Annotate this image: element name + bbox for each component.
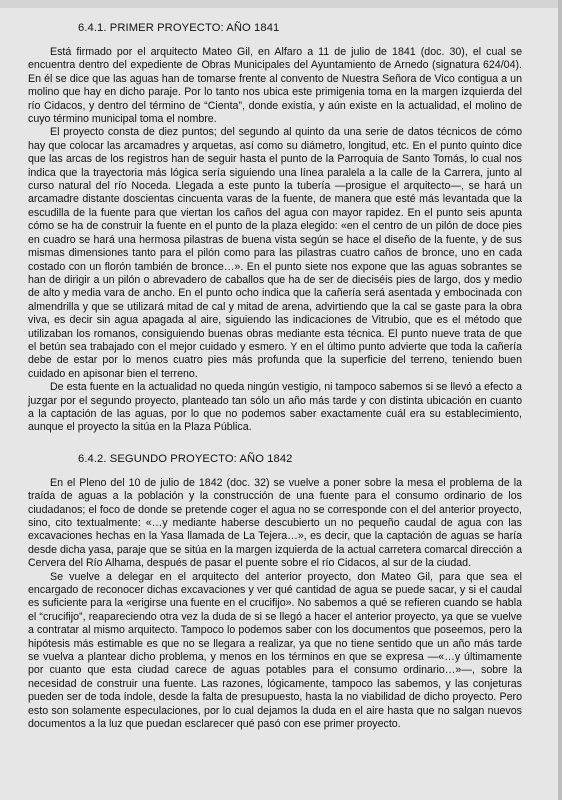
section-segundo-proyecto (28, 453, 522, 732)
page-top-edge (0, 0, 562, 8)
section-heading: 6.4.2. SEGUNDO PROYECTO: AÑO 1842 (78, 452, 293, 465)
document-page (28, 22, 522, 800)
paragraph: Está firmado por el arquitecto Mateo Gil, en Alfaro a 11 de julio de 1841 (doc. 30), el cual se encuentra dentro del expediente de Obras Municipales del Ayuntamiento de Arnedo (signatura 624/04). En él se dice que las aguas han de tomarse frente al convento de Nuestra Señora de Vico contigua a un molino que hay en dicho paraje. Por lo tanto nos ubica este primigenia toma en la margen izquierda del río Cidacos, y dentro del término de “Cienta”, donde existía, y aún existe en la actualidad, el molino de cuyo término municipal toma el nombre. (28, 46, 522, 126)
section-spacer (28, 435, 522, 453)
page-right-edge (558, 0, 562, 800)
paragraph: En el Pleno del 10 de julio de 1842 (doc. 32) se vuelve a poner sobre la mesa el problema de la traída de aguas a la población y la construcción de una fuente para el consumo ordinario de los ciudadanos; el foco de donde se pretende coger el agua no se corresponde con el del anterior proyecto, sino, cito textualmente: «…y mediante haberse descubierto un no pequeño caudal de agua con las excavaciones hechas en la Yasa llamada de La Tejera…», es decir, que la captación de aguas se haría desde dicha yasa, paraje que se sitúa en la margen izquierda de la actual carretera comarcal dirección a Cervera del Río Alhama, después de pasar el puente sobre el río Cidacos, al sur de la ciudad. (28, 476, 522, 570)
paragraph: El proyecto consta de diez puntos; del segundo al quinto da una serie de datos técnicos de cómo hay que colocar las arcamadres y arquetas, así como su diámetro, longitud, etc. En el punto quinto dice que las arcas de los registros han de seguir hasta el punto de la Parroquia de Santo Tomás, lo cual nos indica que la trayectoria más lógica sería siguiendo una línea paralela a la calle de la Carrera, junto al curso natural del río Noceda. Llegada a este punto la tubería —prosigue el arquitecto—, se hará un arcamadre distante doscientas cincuenta varas de la fuente, de manera que esté más levantada que la escudilla de la fuente para que viertan los caños del agua con mayor rapidez. En el punto seis apunta cómo se ha de construir la fuente en el punto de la plaza elegido: «en el centro de un pilón de doce pies en cuadro se hará una hermosa pilastras de buena vista según se hace el diseño de la fuente, y de sus mismas dimensiones tanto para el pilón como para las pilastras cuatro caños de bronce, uno en cada costado con un florón también de bronce…». En el punto siete nos expone que las aguas sobrantes se han de dirigir a un pilón o abrevadero de caballos que ha de ser de dieciséis pies de largo, dos y medio de alto y media vara de ancho. En el punto ocho indica que la cañería será asentada y embocinada con almendrilla y que se utilizará mitad de cal y mitad de arena, advirtiendo que la cal se gaste para la obra viva, es decir sin agua apagada al aire, siguiendo las indicaciones de Vitrubio, que es el método que utilizaban los romanos, consiguiendo buenas obras mediante esta técnica. El punto nueve trata de que el betún sea trabajado con el mejor cuidado y esmero. Y en el último punto advierte que toda la cañería debe de estar por lo menos cuatro pies más profunda que la superficie del terreno, teniendo buen cuidado en apisonar bien el terreno. (28, 126, 522, 380)
section-heading: 6.4.1. PRIMER PROYECTO: AÑO 1841 (78, 22, 280, 34)
paragraph: De esta fuente en la actualidad no queda ningún vestigio, ni tampoco sabemos si se llevó a efecto a juzgar por el segundo proyecto, planteado tan sólo un año más tarde y con distinta ubicación en cuanto a la captación de las aguas, por lo que no podemos saber exactamente cuál era su establecimiento, aunque el proyecto la sitúa en la Plaza Pública. (28, 381, 522, 434)
paragraph: Se vuelve a delegar en el arquitecto del anterior proyecto, don Mateo Gil, para que sea el encargado de reconocer dichas excavaciones y ver qué cantidad de agua se puede sacar, y si el caudal es suficiente para la «erigirse una fuente en el crucifijo». No sabemos a qué se refieren cuando se habla el “crucifijo”, reapareciendo otra vez la duda de si se llegó a hacer el anterior proyecto, ya que se vuelve a contratar al mismo arquitecto. Tampoco lo podemos saber con los documentos que poseemos, pero la hipótesis más estimable es que no se llegara a realizar, ya que no tiene sentido que un año más tarde se vuelva a plantear dicho problema, y menos en los términos en que se expresa —«…y últimamente por cuanto que esta ciudad carece de aguas potables para el consumo ordinario…»—, sobre la necesidad de construir una fuente. Las razones, lógicamente, tampoco las sabemos, y las conjeturas pueden ser de toda índole, desde la falta de presupuesto, hasta la no viabilidad de dicho proyecto. Pero esto son solamente especulaciones, por lo cual dejamos la duda en el aire hasta que no salgan nuevos documentos a la luz que puedan esclarecer qué pasó con ese primer proyecto. (28, 570, 522, 731)
section-primer-proyecto (28, 22, 522, 435)
